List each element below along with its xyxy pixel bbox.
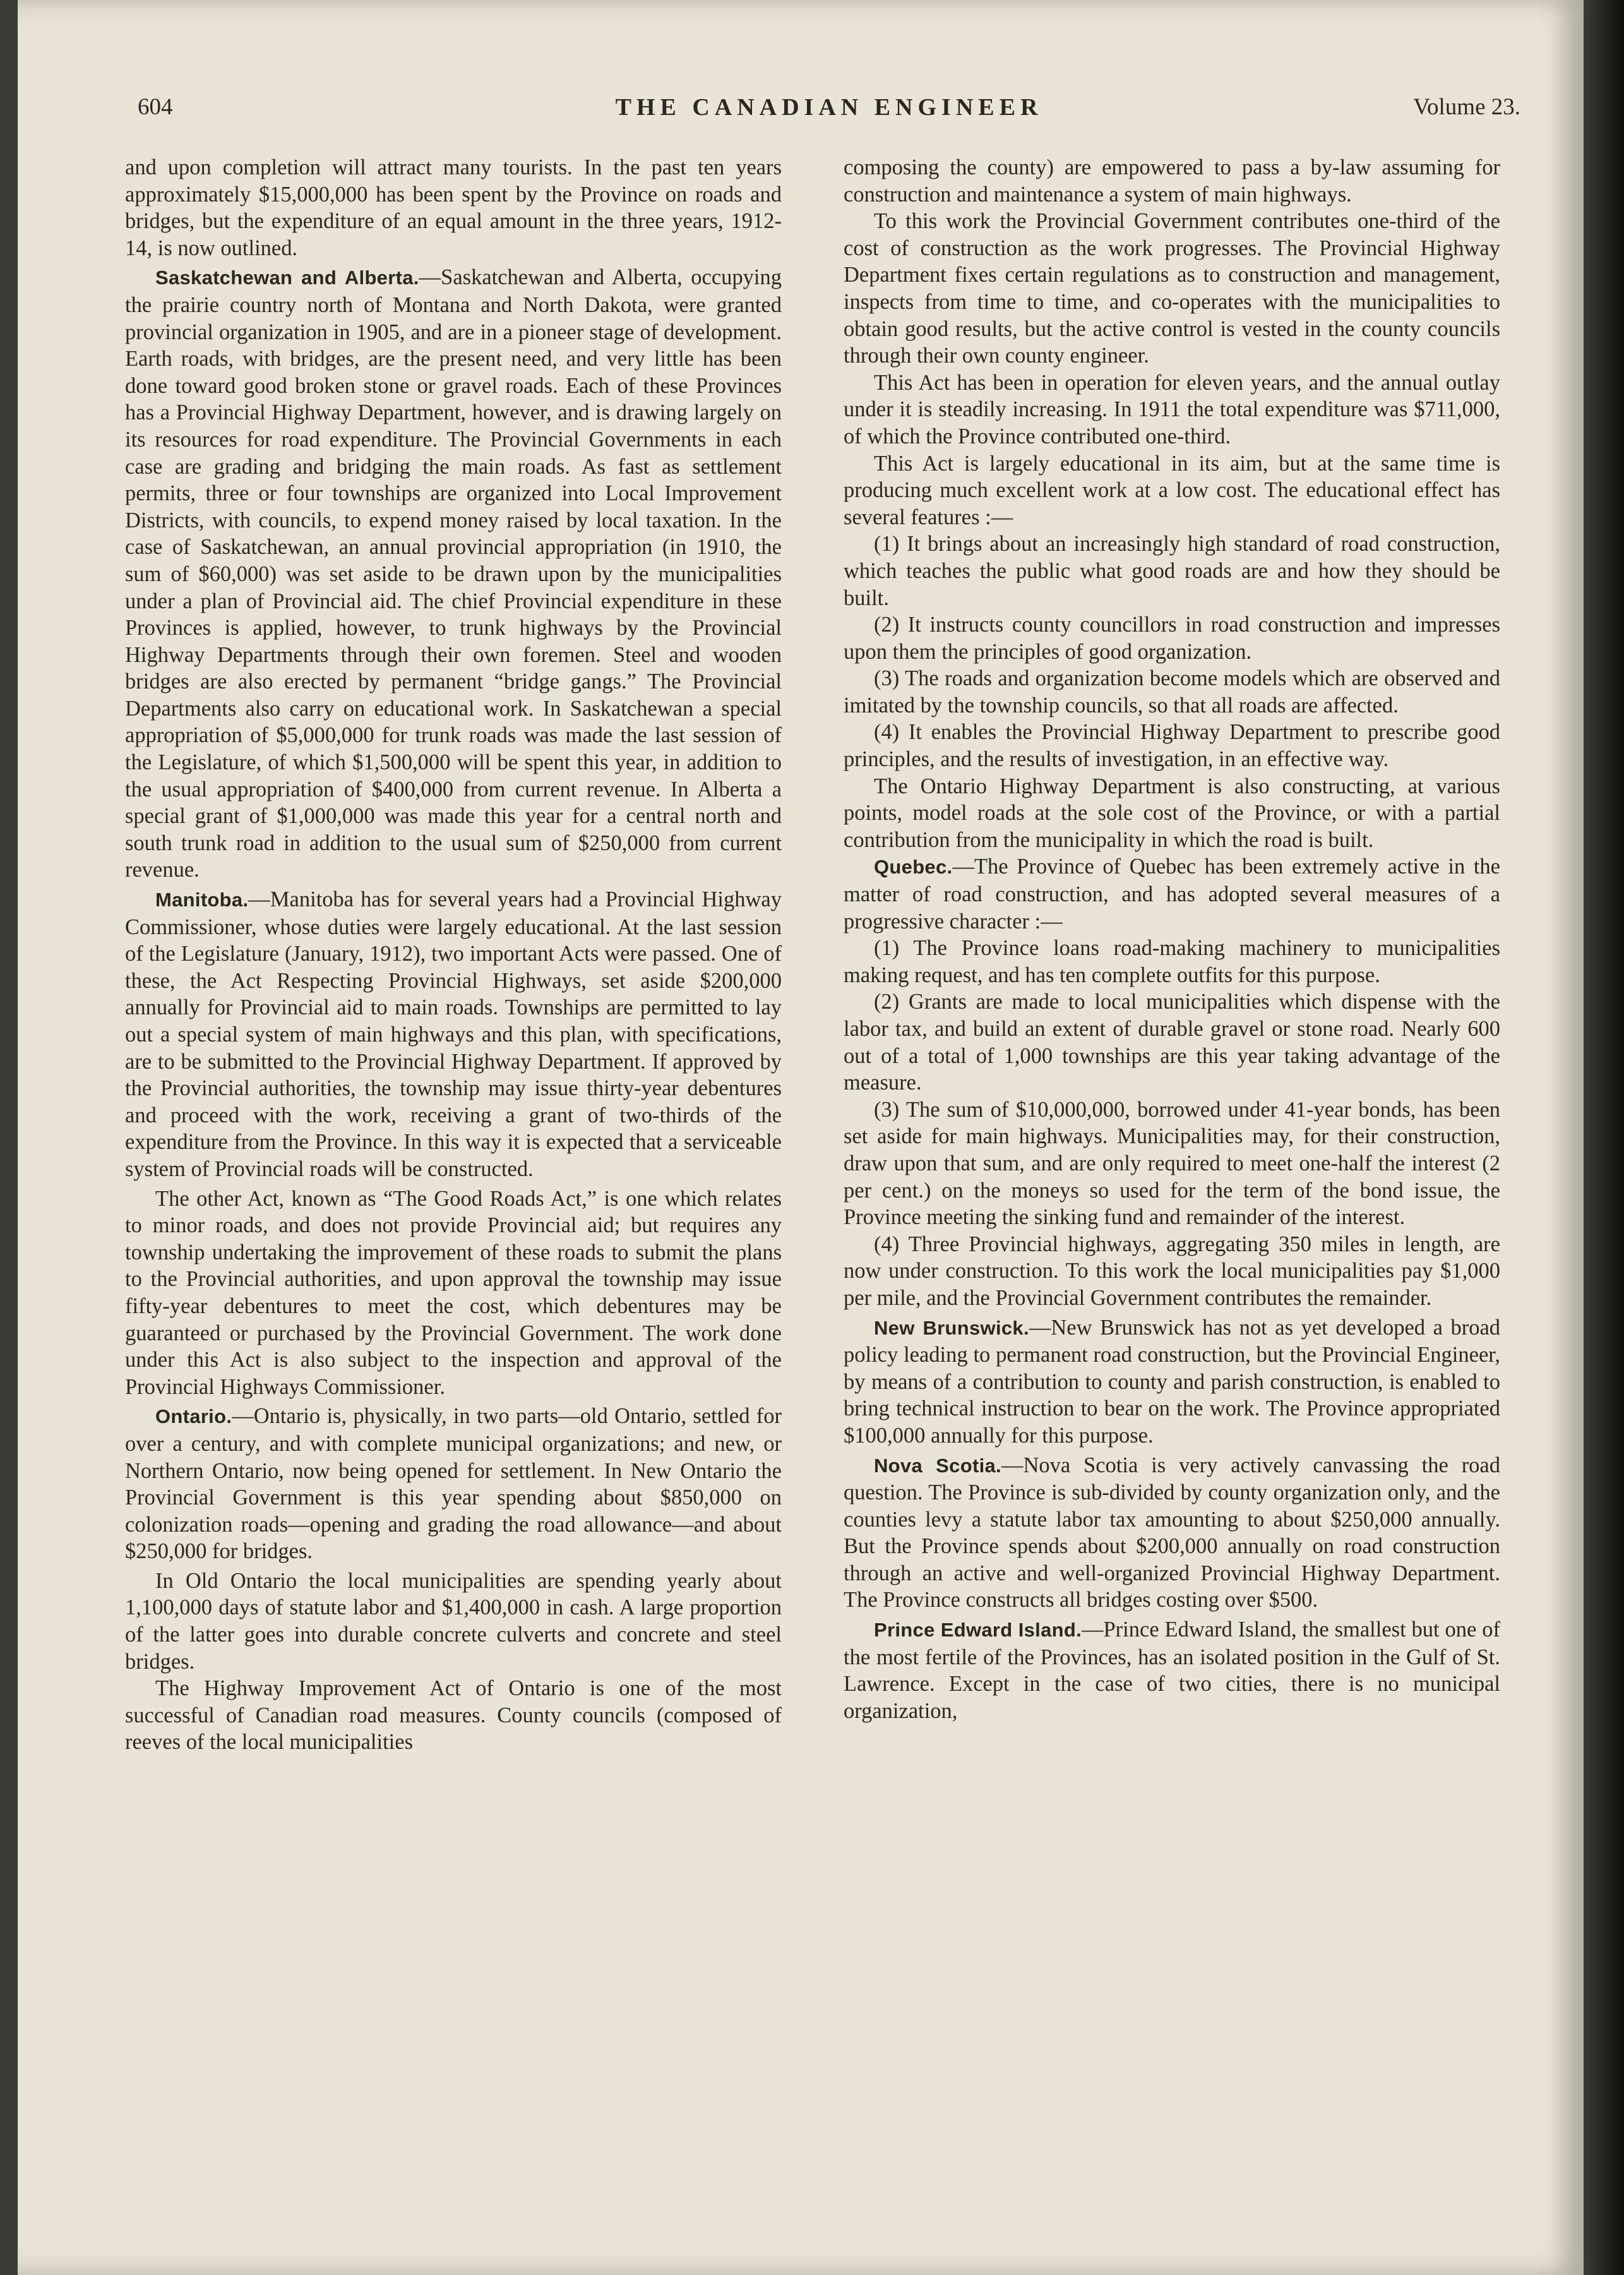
section-heading: Nova Scotia. [874, 1454, 1001, 1477]
paragraph-manitoba [125, 886, 782, 1183]
list-item: (3) The sum of $10,000,000, borrowed under 41-year bonds, has been set aside for main highways. Municipalities may, for their construction, draw upon that sum, and are only required to meet one-half the interest (2 per cent.) on the moneys so used for the term of the bond issue, the Province meeting the sinking fund and remainder of the interest. [844, 1097, 1500, 1230]
running-header [138, 93, 1520, 131]
section-heading: Prince Edward Island. [874, 1619, 1082, 1642]
paragraph-text: —New Brunswick has not as yet developed a broad policy leading to permanent road construction, but the Provincial Engineer, by means of a contribution to county and parish construction, is enabled to bring technical instruction to bear on the work. The Province appropriated $100,000 annually for this purpose. [844, 1315, 1501, 1448]
list-item: (4) It enables the Provincial Highway Department to prescribe good principles, and the results of investigation, in an effective way. [844, 720, 1500, 772]
journal-title: THE CANADIAN ENGINEER [615, 94, 1043, 121]
paragraph: The Highway Improvement Act of Ontario is one of the most successful of Canadian road measures. County councils (composed of reeves of the local municipalities [125, 1676, 782, 1755]
paragraph: composing the county) are empowered to pass a by-law assuming for construction and maintenance a system of main highways. [844, 155, 1500, 207]
section-heading: New Brunswick. [874, 1316, 1029, 1339]
paragraph-text: —Saskatchewan and Alberta, occupying the prairie country north of Montana and North Dakota, were granted provincial organization in 1905, and are in a pioneer stage of development. Earth roads, with bridges, are the present need, and very little has been done toward good broken stone or gravel roads. Each of these Provinces has a Provincial Highway Department, however, and is drawing largely on its resources for road expenditure. The Provincial Governments in each case are grading and bridging the main roads. As fast as settlement permits, three or four townships are organized into Local Improvement Districts, with councils, to expend money raised by local taxation. In the case of Saskatchewan, an annual provincial appropriation (in 1910, the sum of $60,000) was set aside to be drawn upon by the municipalities under a plan of Provincial aid. The chief Provincial expenditure in these Provinces is applied, however, to trunk highways by the Provincial Highway Departments through their own foremen. Steel and wooden bridges are also erected by permanent “bridge gangs.” The Provincial Departments also carry on educational work. In Saskatchewan a special appropriation of $5,000,000 for trunk roads was made the last session of the Legislature, of which $1,500,000 will be spent this year, in addition to the usual appropriation of $400,000 from current revenue. In Alberta a special grant of $1,000,000 was made this year for a central north and south trunk road in addition to the usual sum of $250,000 from current revenue. [125, 265, 782, 882]
paragraph: In Old Ontario the local municipalities are spending yearly about 1,100,000 days of statute labor and $1,400,000 in cash. A large proportion of the latter goes into durable concrete culverts and concrete and steel bridges. [125, 1568, 782, 1674]
paragraph-text: —The Province of Quebec has been extremely active in the matter of road construction, and has adopted several measures of a progressive character :— [844, 855, 1500, 933]
right-column [844, 154, 1500, 1724]
paragraph: To this work the Provincial Government contributes one-third of the cost of construction as the work progresses. The Provincial Highway Department fixes certain regulations as to construction and management, inspects from time to time, and co-operates with the municipalities to obtain good results, but the active control is vested in the county councils through their own county engineer. [844, 209, 1500, 368]
section-heading: Quebec. [874, 856, 953, 879]
list-item: (3) The roads and organization become models which are observed and imitated by the township councils, so that all roads are affected. [844, 666, 1500, 717]
paragraph-quebec [844, 853, 1500, 935]
paragraph-text: —Ontario is, physically, in two parts—old Ontario, settled for over a century, and with complete municipal organizations; and new, or Northern Ontario, now being opened for settlement. In New Ontario the Provincial Government is this year spending about $850,000 on colonization roads—opening and grading the road allowance—and about $250,000 for bridges. [125, 1404, 782, 1564]
paragraph: The Ontario Highway Department is also constructing, at various points, model roads at the sole cost of the Province, or with a partial contribution from the municipality in which the road is built. [844, 774, 1500, 852]
list-item: (2) Grants are made to local municipalities which dispense with the labor tax, and build an extent of durable gravel or stone road. Nearly 600 out of a total of 1,000 townships are this year taking advantage of the measure. [844, 990, 1500, 1095]
paragraph-pei [844, 1616, 1500, 1724]
paragraph: This Act has been in operation for eleven years, and the annual outlay under it is steadily increasing. In 1911 the total expenditure was $711,000, of which the Province contributed one-third. [844, 370, 1500, 448]
paragraph: and upon completion will attract many tourists. In the past ten years approximately $15,000,000 has been spent by the Province on roads and bridges, but the expenditure of an equal amount in the three years, 1912-14, is now outlined. [125, 155, 782, 260]
left-column [125, 154, 782, 1756]
paragraph-text: —Prince Edward Island, the smallest but one of the most fertile of the Provinces, has an isolated position in the Gulf of St. Lawrence. Except in the case of two cities, there is no municipal organization, [844, 1618, 1500, 1723]
list-item: (1) The Province loans road-making machinery to municipalities making request, and has ten complete outfits for this purpose. [844, 936, 1500, 987]
paragraph: This Act is largely educational in its aim, but at the same time is producing much excellent work at a low cost. The educational effect has several features :— [844, 451, 1500, 529]
paragraph-saskatchewan [125, 264, 782, 884]
scan-edge-shadow [1584, 0, 1624, 2275]
section-heading: Ontario. [155, 1405, 232, 1428]
section-heading: Saskatchewan and Alberta. [155, 267, 419, 289]
paragraph: The other Act, known as “The Good Roads Act,” is one which relates to minor roads, and does not provide Provincial aid; but requires any township undertaking the improvement of these roads to submit the plans to the Provincial authorities, and upon approval the township may issue fifty-year debentures to meet the cost, which debentures may be guaranteed or purchased by the Provincial Government. The work done under this Act is also subject to the inspection and approval of the Provincial Highways Commissioner. [125, 1186, 782, 1399]
paragraph-text: —Nova Scotia is very actively canvassing the road question. The Province is sub-divided by county organization only, and the counties levy a statute labor tax amounting to about $250,000 annually. But the Province spends about $200,000 annually on road construction through an active and well-organized Provincial Highway Department. The Province constructs all bridges costing over $500. [844, 1453, 1500, 1612]
volume-label: Volume 23. [1413, 94, 1520, 120]
paragraph-text: —Manitoba has for several years had a Provincial Highway Commissioner, whose duties were largely educational. At the last session of the Legislature (January, 1912), two important Acts were passed. One of these, the Act Respecting Provincial Highways, set aside $200,000 annually for Provincial aid to main roads. Townships are permitted to lay out a special system of main highways and this plan, with specifications, are to be submitted to the Provincial Highway Department. If approved by the Provincial authorities, the township may issue thirty-year debentures and proceed with the work, receiving a grant of two-thirds of the expenditure from the Province. In this way it is expected that a serviceable system of Provincial roads will be constructed. [125, 887, 782, 1181]
list-item: (4) Three Provincial highways, aggregating 350 miles in length, are now under construction. To this work the local municipalities pay $1,000 per mile, and the Provincial Government contributes the remainder. [844, 1232, 1500, 1310]
page-number: 604 [138, 94, 173, 120]
section-heading: Manitoba. [155, 889, 249, 911]
journal-page [18, 0, 1584, 2275]
paragraph-ontario [125, 1403, 782, 1565]
list-item: (2) It instructs county councillors in road construction and impresses upon them the principles of good organization. [844, 613, 1500, 664]
paragraph-nova-scotia [844, 1452, 1500, 1614]
paragraph-new-brunswick [844, 1314, 1500, 1450]
list-item: (1) It brings about an increasingly high standard of road construction, which teaches the public what good roads are and how they should be built. [844, 532, 1500, 610]
